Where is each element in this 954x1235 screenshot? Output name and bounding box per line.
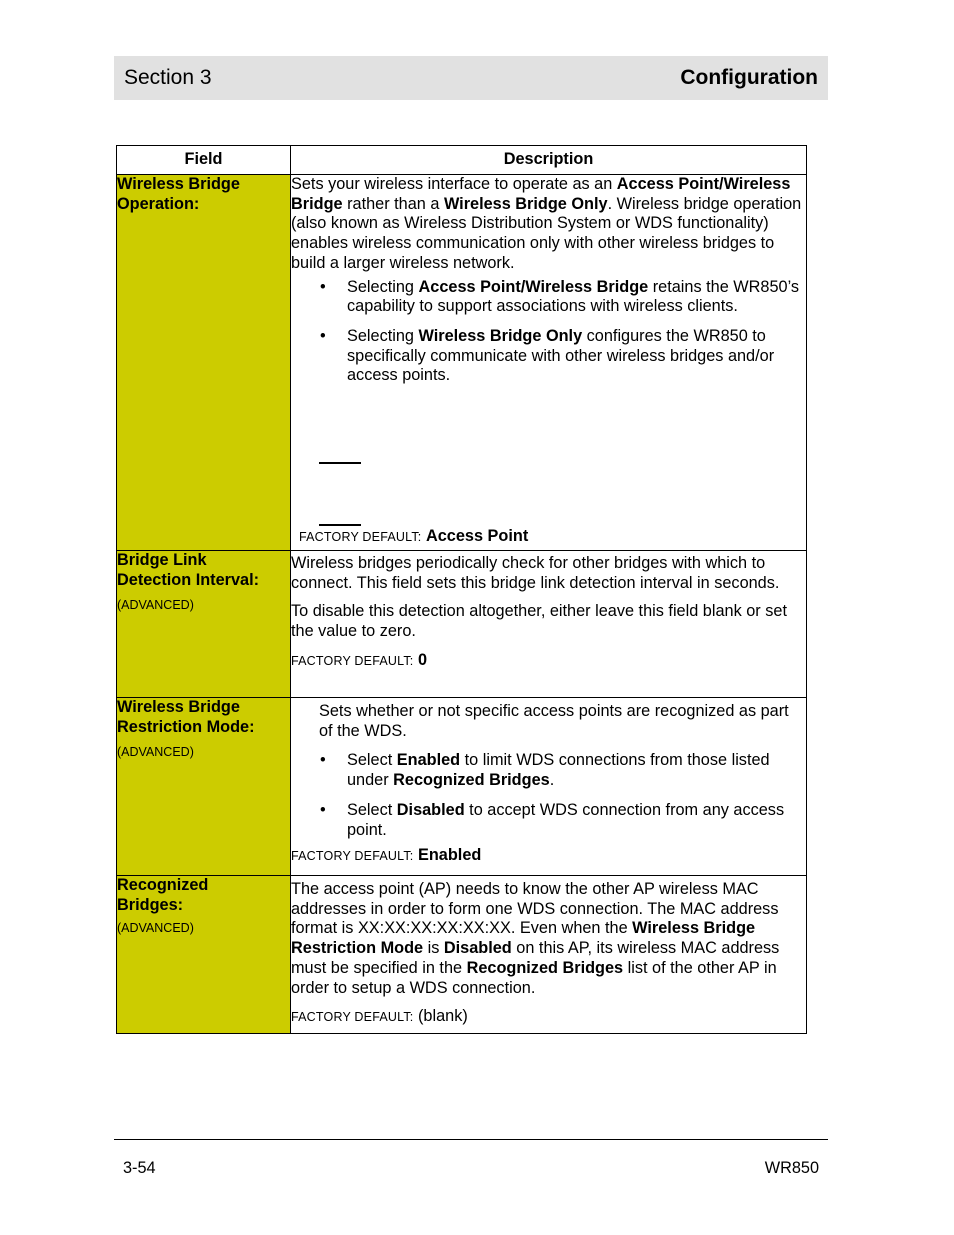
product-name: WR850 — [764, 1159, 819, 1177]
note-rule-top — [319, 462, 361, 464]
footer-rule — [114, 1139, 828, 1140]
field-cell — [117, 698, 291, 876]
advanced-tag: (ADVANCED) — [117, 921, 194, 935]
option-list — [291, 751, 806, 840]
advanced-tag: (ADVANCED) — [117, 745, 194, 759]
factory-default: FACTORY DEFAULT: (blank) — [291, 1007, 468, 1026]
section-label: Section 3 — [124, 66, 212, 89]
column-header-field: Field — [117, 146, 291, 175]
description-text: Sets whether or not specific access points are recognized as part of the WDS. — [319, 702, 789, 740]
column-header-description: Description — [291, 146, 807, 175]
description-text: To disable this detection altogether, either leave this field blank or set the value to zero. — [291, 602, 787, 641]
table-row — [117, 698, 807, 876]
description-cell — [291, 876, 807, 1034]
description-cell — [291, 551, 807, 698]
table-row — [117, 175, 807, 551]
section-header-bar — [114, 56, 828, 100]
advanced-tag: (ADVANCED) — [117, 598, 194, 612]
field-name: Recognized Bridges: — [117, 876, 209, 914]
field-cell — [117, 175, 291, 551]
field-name: Wireless Bridge Operation: — [117, 175, 240, 213]
factory-default: FACTORY DEFAULT: Access Point — [299, 527, 529, 545]
field-cell — [117, 876, 291, 1034]
list-item: • Selecting Access Point/Wireless Bridge retains the WR850’s capability to support associations with wireless clients. — [347, 278, 806, 317]
field-description-table — [116, 145, 807, 1034]
chapter-title: Configuration — [680, 66, 818, 89]
field-cell — [117, 551, 291, 698]
list-item: • Select Disabled to accept WDS connection from any access point. — [347, 801, 806, 840]
list-item: • Select Enabled to limit WDS connections from those listed under Recognized Bridges. — [347, 751, 806, 790]
field-name: Bridge Link Detection Interval: — [117, 551, 260, 589]
table-row — [117, 876, 807, 1034]
description-text: The access point (AP) needs to know the other AP wireless MAC addresses in order to form one WDS connection. The MAC address format is XX:XX:XX:XX:XX:XX. Even when the Wireless Bridge Restriction Mode is Disabled on this AP, its wireless MAC address must be specified in the Recognized Bridges list of the other AP in order to setup a WDS connection. — [291, 880, 780, 997]
description-text: Wireless bridges periodically check for other bridges with which to connect. This field sets this bridge link detection interval in seconds. — [291, 554, 780, 592]
description-cell — [291, 698, 807, 876]
factory-default: FACTORY DEFAULT: 0 — [291, 650, 428, 669]
page-number: 3-54 — [123, 1159, 156, 1177]
note-rule-bottom — [319, 524, 361, 526]
list-item: • Selecting Wireless Bridge Only configures the WR850 to specifically communicate with other wireless bridges and/or access points. — [347, 327, 806, 386]
table-header-row — [117, 146, 807, 175]
factory-default: FACTORY DEFAULT: Enabled — [291, 846, 482, 865]
field-name: Wireless Bridge Restriction Mode: — [117, 698, 255, 736]
description-text: Sets your wireless interface to operate as an Access Point/Wireless Bridge rather than a Wireless Bridge Only. Wireless bridge operation (also known as Wireless Distribution System or WDS functionality) enables wireless communication only with other wireless bridges to build a larger wireless network. — [291, 175, 802, 272]
description-cell — [291, 175, 807, 551]
option-list — [291, 278, 806, 387]
table-row — [117, 551, 807, 698]
